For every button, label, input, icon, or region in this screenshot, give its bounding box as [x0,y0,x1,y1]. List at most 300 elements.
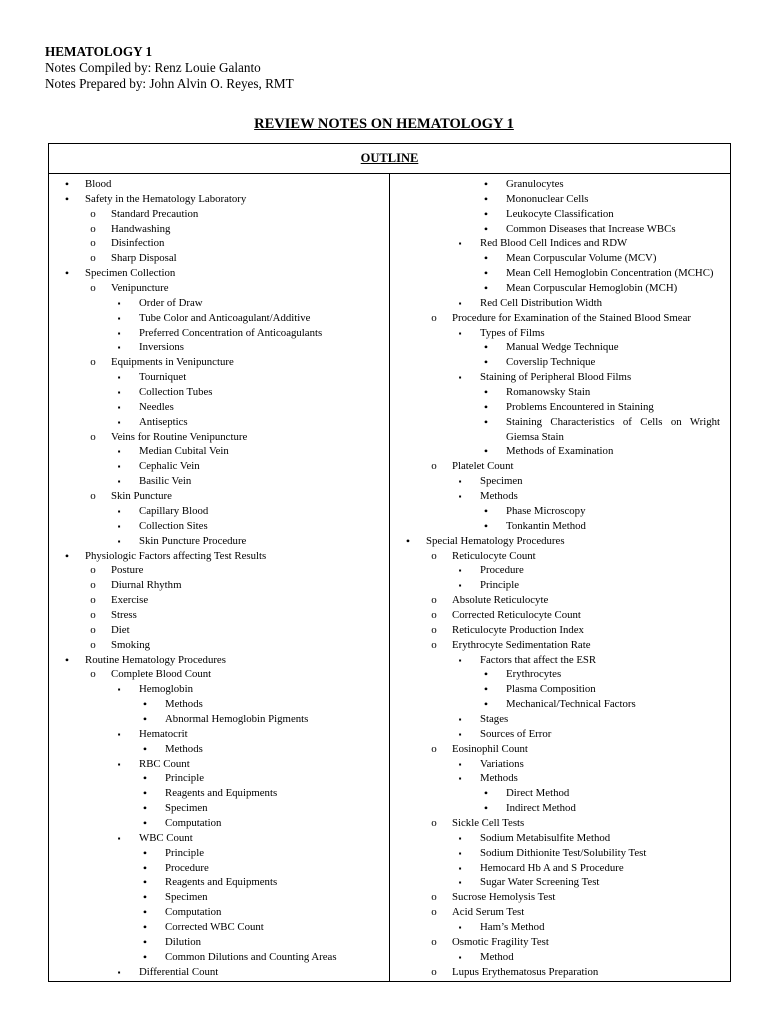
outline-item [49,177,389,192]
outline-item [49,593,389,608]
square-bullet-icon: ▪ [117,477,121,487]
square-bullet-icon: ▪ [117,343,121,353]
outline-item-text: Reticulocyte Count [452,549,536,562]
outline-item [390,816,730,831]
circle-bullet-icon: o [90,356,96,369]
outline-item [390,177,730,192]
outline-item [49,236,389,251]
circle-bullet-icon: o [90,207,96,220]
outline-item-text: Reagents and Equipments [165,787,278,800]
circle-bullet-icon: o [90,594,96,607]
outline-item-text: Tube Color and Anticoagulant/Additive [139,311,311,324]
circle-bullet-icon: o [431,623,437,636]
outline-item [49,608,389,623]
outline-item [49,667,389,682]
outline-item [390,385,730,400]
square-bullet-icon: ▪ [117,833,121,843]
outline-item-text: Collection Tubes [139,386,213,399]
outline-item-text: Preferred Concentration of Anticoagulants [139,326,323,339]
circle-bullet-icon: o [90,623,96,636]
outline-item [390,370,730,385]
square-bullet-icon: ▪ [458,239,462,249]
outline-item [390,504,730,519]
outline-item-text: Procedure for Examination of the Stained Blood Smear [452,311,691,324]
outline-item [49,385,389,400]
course-title: HEMATOLOGY 1 [45,44,153,59]
outline-item-text: Differential Count [139,965,219,978]
outline-item-text: Mean Cell Hemoglobin Concentration (MCHC) [506,267,714,280]
outline-item [390,549,730,564]
outline-item-text: Factors that affect the ESR [480,653,597,666]
outline-item-text: Needles [139,400,174,413]
square-bullet-icon: ▪ [458,373,462,383]
outline-item-text: Hemoglobin [139,683,193,696]
circle-bullet-icon: o [90,579,96,592]
square-bullet-icon: ▪ [458,477,462,487]
dot-bullet-icon: • [142,741,148,756]
dot-bullet-icon: • [142,771,148,786]
outline-item-text: Red Cell Distribution Width [480,296,603,309]
outline-item-text: Types of Films [480,326,545,339]
outline-item-text: Red Blood Cell Indices and RDW [480,237,628,250]
outline-item [390,920,730,935]
dot-bullet-icon: • [142,949,148,964]
outline-item-text: Staining Characteristics of Cells on Wright [506,415,720,428]
outline-item [49,682,389,697]
outline-item [49,296,389,311]
outline-item-text: Sodium Dithionite Test/Solubility Test [480,846,647,859]
dot-bullet-icon: • [142,920,148,934]
outline-table [48,143,731,982]
outline-item [49,742,389,757]
dot-bullet-icon: • [483,667,489,682]
outline-item [390,489,730,504]
circle-bullet-icon: o [431,549,437,562]
square-bullet-icon: ▪ [458,863,462,873]
outline-item-text: Stress [111,608,137,621]
circle-bullet-icon: o [90,282,96,295]
dot-bullet-icon: • [142,860,148,875]
outline-item-text: Plasma Composition [506,683,596,696]
outline-item-text: Acid Serum Test [452,906,525,919]
outline-item-text: Direct Method [506,787,570,800]
outline-item-text: Reticulocyte Production Index [452,623,584,636]
outline-item [49,370,389,385]
outline-item-text: Disinfection [111,237,165,250]
square-bullet-icon: ▪ [458,774,462,784]
outline-item [390,935,730,950]
outline-item-text: Leukocyte Classification [506,207,614,220]
outline-item-text: Venipuncture [111,282,169,295]
circle-bullet-icon: o [90,564,96,577]
dot-bullet-icon: • [483,266,489,281]
square-bullet-icon: ▪ [117,521,121,531]
outline-item-text: Abnormal Hemoglobin Pigments [165,712,309,725]
outline-item-text: Sharp Disposal [111,252,177,265]
outline-item [49,266,389,281]
outline-item-text: Osmotic Fragility Test [452,935,549,948]
dot-bullet-icon: • [483,786,489,801]
dot-bullet-icon: • [142,875,148,890]
outline-item [49,875,389,890]
outline-item-text: Hematocrit [139,727,188,740]
outline-item-text: Procedure [165,861,209,874]
dot-bullet-icon: • [483,385,489,400]
square-bullet-icon: ▪ [117,536,121,546]
outline-item-text: Absolute Reticulocyte [452,594,549,607]
circle-bullet-icon: o [90,222,96,235]
outline-item-text: Cephalic Vein [139,460,200,473]
dot-bullet-icon: • [483,444,489,459]
circle-bullet-icon: o [431,965,437,978]
outline-item-text: Sources of Error [480,727,552,740]
outline-item-text: Manual Wedge Technique [506,341,619,354]
outline-item [390,563,730,578]
outline-item [390,355,730,370]
outline-item [390,712,730,727]
outline-item-text: Diurnal Rhythm [111,579,182,592]
outline-item-text: Specimen [480,475,523,488]
outline-item [49,474,389,489]
outline-item [49,890,389,905]
square-bullet-icon: ▪ [117,313,121,323]
square-bullet-icon: ▪ [458,566,462,576]
outline-item-text: Phase Microscopy [506,504,586,517]
outline-item [390,757,730,772]
outline-item [390,682,730,697]
outline-item-text: Specimen [165,891,208,904]
outline-item-text: Special Hematology Procedures [426,534,565,547]
outline-item [390,519,730,534]
outline-item-text: Granulocytes [506,178,564,190]
outline-item-text: Order of Draw [139,296,203,309]
outline-item-text: Mechanical/Technical Factors [506,698,636,711]
outline-item [49,222,389,237]
dot-bullet-icon: • [483,518,489,533]
circle-bullet-icon: o [90,668,96,681]
outline-item [390,430,730,445]
outline-item [49,489,389,504]
outline-item-text: Equipments in Venipuncture [111,356,234,369]
outline-item-text: Eosinophil Count [452,742,528,755]
outline-item-text: Tourniquet [139,371,187,384]
outline-item-text: Dilution [165,935,201,948]
outline-item [390,207,730,222]
outline-item-text: Computation [165,816,222,829]
circle-bullet-icon: o [431,935,437,948]
outline-item-text: Basilic Vein [139,475,192,488]
square-bullet-icon: ▪ [458,328,462,338]
outline-item [390,251,730,266]
outline-item-text: Methods [480,772,518,785]
dot-bullet-icon: • [483,177,489,191]
outline-item-text: Standard Precaution [111,207,199,220]
square-bullet-icon: ▪ [458,298,462,308]
outline-item [390,801,730,816]
dot-bullet-icon: • [142,786,148,801]
dot-bullet-icon: • [142,905,148,920]
outline-item [49,712,389,727]
outline-item [49,192,389,207]
square-bullet-icon: ▪ [117,685,121,695]
outline-item-text: Methods of Examination [506,445,614,458]
outline-item [49,504,389,519]
square-bullet-icon: ▪ [117,729,121,739]
circle-bullet-icon: o [90,638,96,651]
square-bullet-icon: ▪ [117,298,121,308]
outline-item-text: Coverslip Technique [506,356,596,369]
outline-item [49,459,389,474]
square-bullet-icon: ▪ [117,402,121,412]
outline-item-text: Routine Hematology Procedures [85,653,226,666]
outline-item [49,950,389,965]
outline-item-text: Corrected Reticulocyte Count [452,608,581,621]
outline-item [49,563,389,578]
dot-bullet-icon: • [483,281,489,296]
outline-item [390,578,730,593]
outline-item-text: Common Dilutions and Counting Areas [165,950,337,963]
outline-item [390,771,730,786]
outline-item-text: Computation [165,906,222,919]
outline-item [49,549,389,564]
outline-item-text: Reagents and Equipments [165,876,278,889]
outline-item-text: Methods [165,698,203,711]
outline-item-text: Skin Puncture Procedure [139,534,247,547]
circle-bullet-icon: o [431,460,437,473]
dot-bullet-icon: • [64,266,70,281]
square-bullet-icon: ▪ [117,506,121,516]
outline-item-text: Giemsa Stain [506,430,564,443]
outline-item [49,534,389,549]
outline-item [49,519,389,534]
outline-item [390,459,730,474]
compiled-by-line: Notes Compiled by: Renz Louie Galanto [45,60,261,75]
dot-bullet-icon: • [483,221,489,236]
outline-item-text: Sucrose Hemolysis Test [452,891,556,904]
outline-item [49,846,389,861]
outline-item [49,340,389,355]
dot-bullet-icon: • [142,934,148,949]
square-bullet-icon: ▪ [458,833,462,843]
outline-item-text: Stages [480,712,509,725]
dot-bullet-icon: • [405,533,411,548]
dot-bullet-icon: • [483,682,489,697]
outline-item [49,697,389,712]
outline-item-text: Tonkantin Method [506,519,586,532]
outline-item-text: Corrected WBC Count [165,921,264,933]
outline-item [390,861,730,876]
outline-item-text: Capillary Blood [139,504,209,517]
dot-bullet-icon: • [483,191,489,206]
outline-item [49,251,389,266]
outline-item-text: Posture [111,564,144,577]
outline-item [390,623,730,638]
square-bullet-icon: ▪ [458,492,462,502]
square-bullet-icon: ▪ [117,417,121,427]
outline-item [390,653,730,668]
outline-item-text: RBC Count [139,757,190,770]
dot-bullet-icon: • [142,711,148,726]
outline-item-text: Erythrocytes [506,668,562,681]
outline-item [49,786,389,801]
outline-item-text: Complete Blood Count [111,668,212,681]
outline-item [390,400,730,415]
dot-bullet-icon: • [483,399,489,414]
outline-item [49,653,389,668]
outline-item-text: Physiologic Factors affecting Test Results [85,549,267,562]
outline-item-text: Principle [165,772,204,785]
document-header [45,44,294,92]
outline-item-text: Principle [165,846,204,859]
outline-columns [49,173,730,981]
outline-item-text: Skin Puncture [111,490,172,503]
square-bullet-icon: ▪ [117,373,121,383]
outline-item [390,638,730,653]
outline-item-text: Collection Sites [139,519,208,532]
outline-item-text: Antiseptics [139,415,188,428]
dot-bullet-icon: • [483,251,489,266]
outline-item-text: Mean Corpuscular Volume (MCV) [506,252,657,265]
outline-item-text: Median Cubital Vein [139,445,229,458]
outline-item [49,281,389,296]
outline-item-text: Method [480,950,514,963]
outline-item [390,326,730,341]
square-bullet-icon: ▪ [458,923,462,932]
square-bullet-icon: ▪ [458,878,462,888]
outline-item [390,905,730,920]
outline-item-text: Methods [480,490,518,503]
outline-item [49,355,389,370]
outline-heading: OUTLINE [49,144,730,174]
outline-item [390,727,730,742]
dot-bullet-icon: • [64,191,70,206]
square-bullet-icon: ▪ [117,388,121,398]
outline-item [49,638,389,653]
outline-item [390,236,730,251]
outline-item-text: Common Diseases that Increase WBCs [506,222,676,235]
outline-item-text: Staining of Peripheral Blood Films [480,371,632,384]
circle-bullet-icon: o [90,608,96,621]
outline-item [390,965,730,980]
outline-item [49,207,389,222]
dot-bullet-icon: • [483,340,489,355]
outline-item-text: Blood [85,178,112,190]
outline-item [49,861,389,876]
dot-bullet-icon: • [142,815,148,830]
outline-item-text: Specimen [165,802,208,815]
square-bullet-icon: ▪ [117,759,121,769]
square-bullet-icon: ▪ [458,714,462,724]
dot-bullet-icon: • [483,503,489,518]
dot-bullet-icon: • [64,548,70,563]
outline-item [49,430,389,445]
outline-item-text: Smoking [111,638,150,651]
outline-item-text: Lupus Erythematosus Preparation [452,965,599,978]
outline-item-text: Mean Corpuscular Hemoglobin (MCH) [506,282,678,295]
outline-item [49,444,389,459]
outline-item [390,474,730,489]
square-bullet-icon: ▪ [117,328,121,338]
circle-bullet-icon: o [431,608,437,621]
dot-bullet-icon: • [483,414,489,429]
outline-item-text: Diet [111,623,130,636]
outline-item-text: Erythrocyte Sedimentation Rate [452,638,591,651]
circle-bullet-icon: o [90,490,96,503]
outline-item [390,281,730,296]
outline-item [390,415,730,430]
outline-item-text: Sickle Cell Tests [452,816,525,829]
outline-item-text: Safety in the Hematology Laboratory [85,192,247,205]
circle-bullet-icon: o [431,906,437,919]
outline-item [49,965,389,980]
square-bullet-icon: ▪ [458,759,462,769]
outline-item [49,831,389,846]
outline-item-text: Inversions [139,341,184,354]
outline-item [49,935,389,950]
outline-item [390,222,730,237]
outline-item [390,875,730,890]
outline-item [390,534,730,549]
dot-bullet-icon: • [142,801,148,816]
dot-bullet-icon: • [64,652,70,667]
outline-item-text: Sugar Water Screening Test [480,876,600,889]
square-bullet-icon: ▪ [117,462,121,472]
outline-item [390,890,730,905]
circle-bullet-icon: o [431,891,437,904]
circle-bullet-icon: o [431,816,437,829]
outline-item-text: Principle [480,579,519,592]
outline-item [390,786,730,801]
square-bullet-icon: ▪ [458,848,462,858]
dot-bullet-icon: • [483,206,489,221]
circle-bullet-icon: o [431,311,437,324]
outline-item [390,311,730,326]
outline-item [49,326,389,341]
outline-item-text: Problems Encountered in Staining [506,400,654,413]
circle-bullet-icon: o [90,430,96,443]
outline-item [49,920,389,935]
outline-item [49,311,389,326]
outline-item-text: Veins for Routine Venipuncture [111,430,248,443]
outline-item [390,950,730,965]
outline-item [390,444,730,459]
dot-bullet-icon: • [142,845,148,860]
review-notes-title: REVIEW NOTES ON HEMATOLOGY 1 [254,116,514,132]
outline-item-text: Handwashing [111,222,171,235]
circle-bullet-icon: o [90,237,96,250]
outline-item [49,905,389,920]
square-bullet-icon: ▪ [458,581,462,591]
dot-bullet-icon: • [483,801,489,816]
outline-item-text: Variations [480,757,524,770]
outline-item [390,697,730,712]
outline-item [390,846,730,861]
outline-item-text: Specimen Collection [85,267,176,280]
circle-bullet-icon: o [431,742,437,755]
outline-item [390,831,730,846]
outline-item [390,266,730,281]
outline-item-text: WBC Count [139,831,193,844]
outline-item [49,623,389,638]
outline-item-text: Exercise [111,594,149,607]
outline-item-text: Indirect Method [506,802,576,815]
outline-item-text: Procedure [480,564,524,577]
outline-item [49,400,389,415]
square-bullet-icon: ▪ [458,655,462,665]
outline-item [390,608,730,623]
outline-item [49,771,389,786]
outline-item [49,757,389,772]
